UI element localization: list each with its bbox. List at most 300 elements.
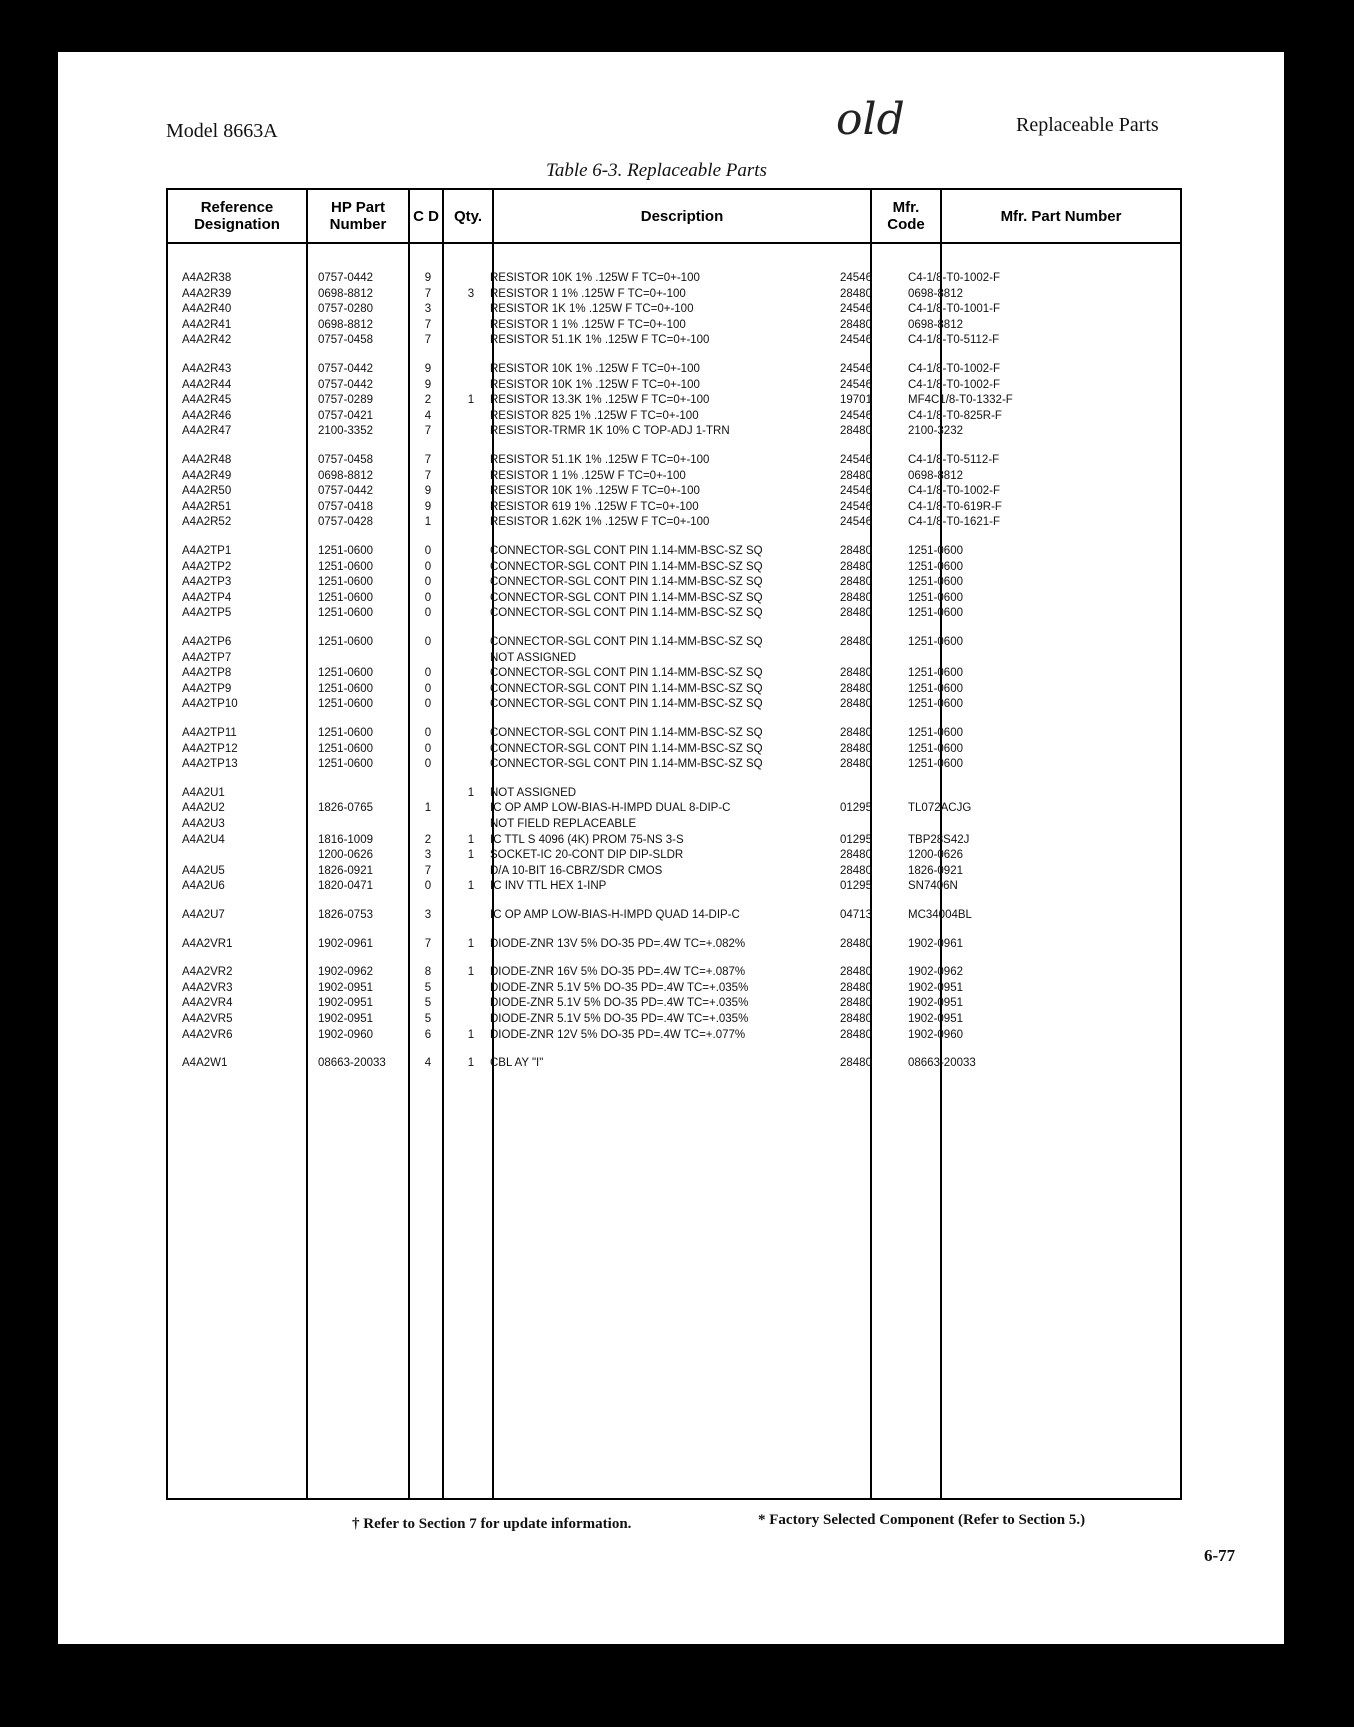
table-row [168, 377, 1180, 393]
cell-desc: RESISTOR 1K 1% .125W F TC=0+-100 [490, 303, 694, 316]
cell-hp: 0757-0418 [318, 500, 373, 513]
footnote-factory: * Factory Selected Component (Refer to Section 5.) [758, 1512, 1086, 1528]
cell-desc: D/A 10-BIT 16-CBRZ/SDR CMOS [490, 864, 663, 877]
cell-ref: A4A2R49 [182, 469, 232, 482]
cell-desc: RESISTOR 10K 1% .125W F TC=0+-100 [490, 378, 700, 391]
table-row [168, 270, 1180, 286]
cell-desc: RESISTOR 13.3K 1% .125W F TC=0+-100 [490, 394, 710, 407]
cell-hp: 1200-0626 [318, 849, 373, 862]
table-row [168, 605, 1180, 621]
parts-table [166, 188, 1182, 1500]
cell-mpn: 1251-0600 [908, 636, 963, 648]
cell-cd: 0 [424, 742, 432, 755]
cell-mfr: 28480 [840, 425, 872, 438]
cell-ref: A4A2TP12 [182, 742, 238, 755]
cell-desc: DIODE-ZNR 12V 5% DO-35 PD=.4W TC=+.077% [490, 1028, 746, 1041]
cell-hp: 1826-0753 [318, 909, 373, 921]
cell-ref: A4A2R44 [182, 378, 232, 391]
cell-mpn: 1902-0951 [908, 1013, 963, 1025]
cell-cd: 9 [424, 272, 432, 284]
cell-mpn: 1902-0962 [908, 966, 963, 979]
cell-mpn: C4-1/8-T0-619R-F [908, 500, 1002, 513]
cell-desc: RESISTOR-TRMR 1K 10% C TOP-ADJ 1-TRN [490, 425, 730, 438]
cell-hp: 1251-0600 [318, 742, 373, 755]
cell-mpn: C4-1/8-T0-1002-F [908, 378, 1001, 391]
cell-mpn: 1251-0600 [908, 667, 963, 680]
document-page [58, 52, 1284, 1644]
cell-desc: CONNECTOR-SGL CONT PIN 1.14-MM-BSC-SZ SQ [490, 636, 763, 648]
model-label: Model 8663A [166, 120, 278, 142]
cell-mfr: 28480 [840, 864, 872, 877]
cell-hp: 0698-8812 [318, 318, 373, 331]
cell-desc: IC TTL S 4096 (4K) PROM 75-NS 3-S [490, 833, 684, 846]
cell-ref: A4A2VR3 [182, 981, 233, 994]
cell-hp: 1902-0962 [318, 966, 373, 979]
cell-desc: CONNECTOR-SGL CONT PIN 1.14-MM-BSC-SZ SQ [490, 607, 763, 620]
cell-cd: 1 [424, 802, 432, 815]
table-row [168, 286, 1180, 302]
cell-mfr: 28480 [840, 607, 872, 620]
cell-mpn: C4-1/8-T0-5112-F [908, 454, 1000, 466]
cell-mfr: 24546 [840, 516, 872, 529]
cell-mpn: C4-1/8-T0-825R-F [908, 409, 1002, 422]
table-row [168, 725, 1180, 741]
cell-mfr: 28480 [840, 758, 872, 771]
cell-mpn: C4-1/8-T0-1621-F [908, 516, 1001, 529]
cell-cd: 0 [424, 880, 432, 893]
cell-mpn: 08663-20033 [908, 1057, 976, 1070]
cell-ref: A4A2U6 [182, 880, 225, 893]
cell-cd: 0 [424, 591, 432, 604]
cell-ref: A4A2R42 [182, 334, 232, 347]
cell-ref: A4A2R50 [182, 485, 232, 498]
table-row [168, 574, 1180, 590]
cell-mpn: MC34004BL [908, 909, 972, 921]
cell-hp: 0757-0280 [318, 303, 373, 316]
cell-ref: A4A2TP11 [182, 727, 237, 739]
cell-ref: A4A2VR6 [182, 1028, 233, 1041]
table-row [168, 452, 1180, 468]
header-mfr-part-number: Mfr. Part Number [1000, 207, 1122, 225]
cell-hp: 1826-0921 [318, 864, 373, 877]
cell-desc: DIODE-ZNR 5.1V 5% DO-35 PD=.4W TC=+.035% [490, 997, 749, 1010]
cell-desc: RESISTOR 10K 1% .125W F TC=0+-100 [490, 363, 700, 375]
table-row [168, 332, 1180, 348]
cell-cd: 0 [424, 560, 432, 573]
cell-desc: NOT ASSIGNED [490, 786, 577, 799]
page-number: 6-77 [1204, 1546, 1236, 1565]
table-row [168, 1027, 1180, 1043]
footnote-update: † Refer to Section 7 for update information. [352, 1516, 632, 1532]
cell-ref: A4A2TP1 [182, 545, 232, 557]
cell-cd: 7 [424, 454, 432, 466]
cell-desc: NOT ASSIGNED [490, 651, 577, 664]
cell-cd: 2 [424, 394, 432, 407]
cell-mpn: SN7406N [908, 880, 958, 893]
cell-desc: RESISTOR 1 1% .125W F TC=0+-100 [490, 469, 686, 482]
cell-mfr: 01295 [840, 833, 872, 846]
cell-mfr: 28480 [840, 591, 872, 604]
cell-desc: CONNECTOR-SGL CONT PIN 1.14-MM-BSC-SZ SQ [490, 560, 763, 573]
cell-hp: 0757-0442 [318, 272, 373, 284]
cell-mfr: 28480 [840, 287, 872, 300]
cell-cd: 5 [424, 981, 432, 994]
cell-mpn: C4-1/8-T0-1002-F [908, 272, 1001, 284]
cell-desc: CONNECTOR-SGL CONT PIN 1.14-MM-BSC-SZ SQ [490, 682, 763, 695]
cell-mfr: 28480 [840, 667, 872, 680]
cell-desc: DIODE-ZNR 13V 5% DO-35 PD=.4W TC=+.082% [490, 937, 746, 950]
cell-cd: 5 [424, 1013, 432, 1025]
cell-desc: CONNECTOR-SGL CONT PIN 1.14-MM-BSC-SZ SQ [490, 758, 763, 771]
cell-mpn: 0698-8812 [908, 469, 963, 482]
cell-mfr: 24546 [840, 378, 872, 391]
handwritten-annotation: old [836, 94, 905, 145]
cell-mpn: 1826-0921 [908, 864, 963, 877]
cell-cd: 3 [424, 909, 432, 921]
cell-cd: 6 [424, 1028, 432, 1041]
cell-mfr: 01295 [840, 880, 872, 893]
cell-cd: 7 [424, 287, 432, 300]
cell-cd: 2 [424, 833, 432, 846]
cell-mfr: 28480 [840, 727, 872, 739]
table-row [168, 408, 1180, 424]
cell-hp: 1902-0961 [318, 937, 373, 950]
table-row [168, 907, 1180, 923]
cell-ref: A4A2W1 [182, 1057, 228, 1070]
table-row [168, 423, 1180, 439]
cell-cd: 7 [424, 318, 432, 331]
cell-mfr: 28480 [840, 742, 872, 755]
table-row [168, 832, 1180, 848]
cell-qty: 1 [467, 880, 475, 893]
cell-mfr: 28480 [840, 937, 872, 950]
cell-desc: DIODE-ZNR 5.1V 5% DO-35 PD=.4W TC=+.035% [490, 981, 749, 994]
cell-hp: 1251-0600 [318, 667, 373, 680]
cell-mfr: 28480 [840, 469, 872, 482]
cell-desc: RESISTOR 1.62K 1% .125W F TC=0+-100 [490, 516, 710, 529]
cell-qty: 1 [467, 786, 475, 799]
cell-hp: 0757-0458 [318, 334, 373, 347]
cell-ref: A4A2U3 [182, 818, 225, 830]
table-row [168, 634, 1180, 650]
cell-ref: A4A2VR5 [182, 1013, 233, 1025]
cell-ref: A4A2R51 [182, 500, 232, 513]
cell-ref: A4A2R47 [182, 425, 232, 438]
cell-cd: 8 [424, 966, 432, 979]
cell-hp: 0757-0442 [318, 485, 373, 498]
header-cd: C D [413, 207, 439, 225]
cell-ref: A4A2VR2 [182, 966, 233, 979]
header-hp-part-number: HP Part Number [329, 199, 387, 233]
table-row [168, 936, 1180, 952]
table-row [168, 995, 1180, 1011]
cell-ref: A4A2TP5 [182, 607, 232, 620]
cell-ref: A4A2R40 [182, 303, 232, 316]
cell-hp: 1816-1009 [318, 833, 373, 846]
cell-desc: CBL AY "I" [490, 1057, 544, 1070]
cell-cd: 7 [424, 425, 432, 438]
table-row [168, 559, 1180, 575]
cell-mpn: C4-1/8-T0-5112-F [908, 334, 1000, 347]
cell-hp: 1251-0600 [318, 560, 373, 573]
cell-mpn: MF4C1/8-T0-1332-F [908, 394, 1013, 407]
table-row [168, 878, 1180, 894]
cell-hp: 0698-8812 [318, 287, 373, 300]
table-row [168, 317, 1180, 333]
cell-qty: 1 [467, 966, 475, 979]
cell-cd: 7 [424, 864, 432, 877]
cell-cd: 7 [424, 937, 432, 950]
cell-cd: 7 [424, 334, 432, 347]
cell-ref: A4A2R45 [182, 394, 232, 407]
cell-desc: CONNECTOR-SGL CONT PIN 1.14-MM-BSC-SZ SQ [490, 591, 763, 604]
cell-ref: A4A2R43 [182, 363, 232, 375]
cell-cd: 0 [424, 576, 432, 589]
cell-ref: A4A2U1 [182, 786, 225, 799]
cell-qty: 1 [467, 1057, 475, 1070]
cell-mfr: 28480 [840, 682, 872, 695]
cell-qty: 1 [467, 849, 475, 862]
cell-hp: 0757-0421 [318, 409, 373, 422]
cell-mfr: 01295 [840, 802, 872, 815]
cell-hp: 08663-20033 [318, 1057, 386, 1070]
cell-mpn: C4-1/8-T0-1002-F [908, 485, 1001, 498]
cell-hp: 0757-0442 [318, 363, 373, 375]
table-row [168, 665, 1180, 681]
cell-hp: 1251-0600 [318, 545, 373, 557]
table-row [168, 696, 1180, 712]
cell-mfr: 28480 [840, 997, 872, 1010]
cell-desc: NOT FIELD REPLACEABLE [490, 818, 637, 830]
cell-mfr: 28480 [840, 636, 872, 648]
cell-ref: A4A2TP13 [182, 758, 238, 771]
table-row [168, 543, 1180, 559]
cell-mfr: 28480 [840, 318, 872, 331]
cell-cd: 9 [424, 378, 432, 391]
table-row [168, 1011, 1180, 1027]
table-row [168, 964, 1180, 980]
header-divider [168, 242, 1180, 244]
cell-qty: 1 [467, 937, 475, 950]
cell-hp: 1820-0471 [318, 880, 373, 893]
section-title: Replaceable Parts [1016, 114, 1159, 136]
cell-ref: A4A2U2 [182, 802, 225, 815]
cell-desc: RESISTOR 825 1% .125W F TC=0+-100 [490, 409, 699, 422]
table-row [168, 980, 1180, 996]
cell-mfr: 24546 [840, 363, 872, 375]
cell-ref: A4A2U4 [182, 833, 225, 846]
cell-hp: 0757-0458 [318, 454, 373, 466]
table-title: Table 6-3. Replaceable Parts [546, 160, 767, 181]
cell-desc: RESISTOR 619 1% .125W F TC=0+-100 [490, 500, 699, 513]
cell-cd: 0 [424, 682, 432, 695]
cell-hp: 1251-0600 [318, 607, 373, 620]
table-row [168, 361, 1180, 377]
cell-mfr: 28480 [840, 545, 872, 557]
table-row [168, 863, 1180, 879]
cell-mfr: 28480 [840, 849, 872, 862]
header-reference-designation: Reference Designation [194, 199, 280, 233]
table-row [168, 499, 1180, 515]
cell-mfr: 24546 [840, 454, 872, 466]
cell-desc: RESISTOR 51.1K 1% .125W F TC=0+-100 [490, 334, 710, 347]
cell-mpn: 2100-3232 [908, 425, 963, 438]
cell-ref: A4A2R48 [182, 454, 232, 466]
cell-hp: 0757-0428 [318, 516, 373, 529]
cell-qty: 1 [467, 394, 475, 407]
header-mfr-code: Mfr. Code [887, 199, 925, 233]
cell-cd: 4 [424, 1057, 432, 1070]
cell-mpn: 1251-0600 [908, 727, 963, 739]
cell-ref: A4A2TP4 [182, 591, 232, 604]
cell-hp: 1251-0600 [318, 758, 373, 771]
cell-desc: CONNECTOR-SGL CONT PIN 1.14-MM-BSC-SZ SQ [490, 576, 763, 589]
header-description: Description [640, 207, 724, 225]
cell-desc: CONNECTOR-SGL CONT PIN 1.14-MM-BSC-SZ SQ [490, 698, 763, 711]
cell-cd: 9 [424, 363, 432, 375]
cell-mpn: 1251-0600 [908, 698, 963, 711]
cell-mpn: 1200-0626 [908, 849, 963, 862]
table-row [168, 741, 1180, 757]
cell-hp: 0757-0442 [318, 378, 373, 391]
cell-cd: 5 [424, 997, 432, 1010]
cell-cd: 1 [424, 516, 432, 529]
cell-cd: 0 [424, 545, 432, 557]
cell-ref: A4A2VR1 [182, 937, 233, 950]
table-row [168, 483, 1180, 499]
cell-mfr: 24546 [840, 272, 872, 284]
cell-mfr: 28480 [840, 1013, 872, 1025]
table-row [168, 590, 1180, 606]
cell-mpn: C4-1/8-T0-1001-F [908, 303, 1001, 316]
cell-mpn: TBP28S42J [908, 833, 970, 846]
cell-mpn: 0698-8812 [908, 287, 963, 300]
table-row [168, 800, 1180, 816]
cell-hp: 1902-0951 [318, 1013, 373, 1025]
cell-ref: A4A2R52 [182, 516, 232, 529]
cell-ref: A4A2TP10 [182, 698, 238, 711]
cell-cd: 0 [424, 607, 432, 620]
cell-ref: A4A2R46 [182, 409, 232, 422]
cell-mfr: 24546 [840, 409, 872, 422]
cell-mfr: 28480 [840, 576, 872, 589]
cell-ref: A4A2R39 [182, 287, 232, 300]
table-row [168, 392, 1180, 408]
cell-hp: 1251-0600 [318, 576, 373, 589]
cell-cd: 0 [424, 698, 432, 711]
cell-ref: A4A2TP3 [182, 576, 232, 589]
cell-mfr: 24546 [840, 334, 872, 347]
cell-mfr: 28480 [840, 981, 872, 994]
cell-qty: 1 [467, 1028, 475, 1041]
cell-mfr: 24546 [840, 485, 872, 498]
cell-hp: 1826-0765 [318, 802, 373, 815]
cell-desc: RESISTOR 1 1% .125W F TC=0+-100 [490, 287, 686, 300]
cell-mpn: 1251-0600 [908, 758, 963, 771]
cell-mpn: 1251-0600 [908, 591, 963, 604]
cell-mpn: C4-1/8-T0-1002-F [908, 363, 1001, 375]
cell-desc: RESISTOR 10K 1% .125W F TC=0+-100 [490, 485, 700, 498]
cell-mfr: 24546 [840, 500, 872, 513]
table-row [168, 1055, 1180, 1071]
table-row [168, 301, 1180, 317]
cell-desc: IC OP AMP LOW-BIAS-H-IMPD DUAL 8-DIP-C [490, 802, 731, 815]
cell-qty: 1 [467, 833, 475, 846]
cell-mpn: TL072ACJG [908, 802, 972, 815]
cell-mpn: 1251-0600 [908, 607, 963, 620]
cell-mpn: 1902-0951 [908, 981, 963, 994]
cell-desc: IC OP AMP LOW-BIAS-H-IMPD QUAD 14-DIP-C [490, 909, 740, 921]
cell-desc: IC INV TTL HEX 1-INP [490, 880, 607, 893]
cell-hp: 1251-0600 [318, 591, 373, 604]
cell-mpn: 0698-8812 [908, 318, 963, 331]
cell-ref: A4A2TP6 [182, 636, 232, 648]
cell-qty: 3 [467, 287, 475, 300]
cell-mfr: 28480 [840, 560, 872, 573]
cell-cd: 0 [424, 667, 432, 680]
table-row [168, 468, 1180, 484]
cell-ref: A4A2U7 [182, 909, 225, 921]
cell-cd: 9 [424, 485, 432, 498]
cell-cd: 9 [424, 500, 432, 513]
cell-desc: CONNECTOR-SGL CONT PIN 1.14-MM-BSC-SZ SQ [490, 667, 763, 680]
cell-mpn: 1251-0600 [908, 545, 963, 557]
cell-mpn: 1902-0951 [908, 997, 963, 1010]
cell-mpn: 1902-0960 [908, 1028, 963, 1041]
cell-hp: 1251-0600 [318, 727, 373, 739]
cell-mpn: 1251-0600 [908, 560, 963, 573]
cell-desc: RESISTOR 51.1K 1% .125W F TC=0+-100 [490, 454, 710, 466]
cell-ref: A4A2TP7 [182, 651, 232, 664]
cell-hp: 0698-8812 [318, 469, 373, 482]
cell-hp: 1251-0600 [318, 636, 373, 648]
cell-mfr: 28480 [840, 1057, 872, 1070]
cell-cd: 3 [424, 303, 432, 316]
cell-cd: 7 [424, 469, 432, 482]
table-row [168, 681, 1180, 697]
cell-desc: CONNECTOR-SGL CONT PIN 1.14-MM-BSC-SZ SQ [490, 727, 763, 739]
cell-cd: 4 [424, 409, 432, 422]
cell-desc: DIODE-ZNR 16V 5% DO-35 PD=.4W TC=+.087% [490, 966, 746, 979]
table-row [168, 785, 1180, 801]
cell-ref: A4A2TP9 [182, 682, 232, 695]
cell-hp: 2100-3352 [318, 425, 373, 438]
cell-mpn: 1251-0600 [908, 682, 963, 695]
cell-hp: 1251-0600 [318, 682, 373, 695]
cell-desc: SOCKET-IC 20-CONT DIP DIP-SLDR [490, 849, 684, 862]
table-row [168, 650, 1180, 666]
cell-desc: CONNECTOR-SGL CONT PIN 1.14-MM-BSC-SZ SQ [490, 742, 763, 755]
table-row [168, 816, 1180, 832]
cell-cd: 0 [424, 727, 432, 739]
header-qty: Qty. [453, 207, 483, 225]
cell-desc: CONNECTOR-SGL CONT PIN 1.14-MM-BSC-SZ SQ [490, 545, 763, 557]
cell-mfr: 24546 [840, 303, 872, 316]
cell-ref: A4A2TP8 [182, 667, 232, 680]
cell-desc: RESISTOR 10K 1% .125W F TC=0+-100 [490, 272, 700, 284]
cell-mfr: 28480 [840, 966, 872, 979]
cell-mfr: 28480 [840, 1028, 872, 1041]
cell-mpn: 1251-0600 [908, 576, 963, 589]
cell-hp: 0757-0289 [318, 394, 373, 407]
cell-ref: A4A2U5 [182, 864, 225, 877]
cell-desc: DIODE-ZNR 5.1V 5% DO-35 PD=.4W TC=+.035% [490, 1013, 749, 1025]
cell-cd: 0 [424, 636, 432, 648]
cell-ref: A4A2R38 [182, 272, 232, 284]
cell-hp: 1902-0960 [318, 1028, 373, 1041]
cell-ref: A4A2TP2 [182, 560, 232, 573]
cell-desc: RESISTOR 1 1% .125W F TC=0+-100 [490, 318, 686, 331]
